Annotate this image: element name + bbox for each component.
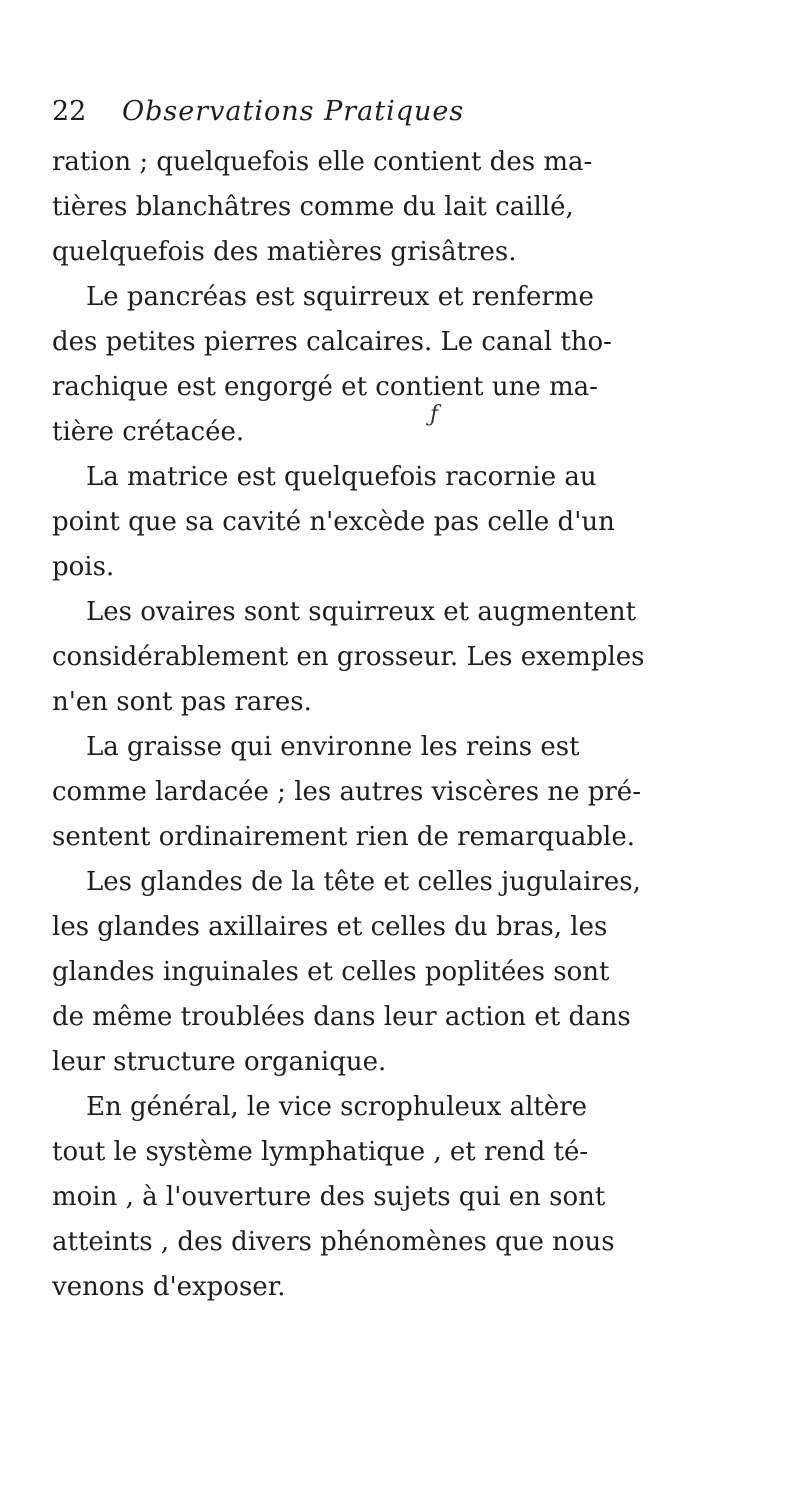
text-line: quelquefois des matières grisâtres.: [52, 237, 517, 267]
paragraph-start-line: La matrice est quelquefois racornie au: [86, 462, 597, 492]
running-title: Observations Pratiques: [122, 96, 465, 127]
text-line: tière crétacée.: [52, 417, 245, 447]
text-line: rachique est engorgé et contient une ma-: [52, 372, 598, 402]
page-header: [52, 92, 752, 132]
paragraph-start-line: La graisse qui environne les reins est: [86, 732, 580, 762]
body-text: [52, 140, 752, 1310]
text-line: de même troublées dans leur action et dans: [52, 1002, 631, 1032]
paragraph-start-line: Les ovaires sont squirreux et augmentent: [86, 597, 637, 627]
text-line: leur structure organique.: [52, 1047, 387, 1077]
text-line: ration ; quelquefois elle contient des ma-: [52, 147, 593, 177]
paragraph-start-line: Les glandes de la tête et celles jugulaires,: [86, 867, 641, 897]
text-line: atteints , des divers phénomènes que nous: [52, 1227, 615, 1257]
page-number: 22: [52, 96, 87, 127]
text-line: point que sa cavité n'excède pas celle d'un: [52, 507, 615, 537]
text-line: considérablement en grosseur. Les exemples: [52, 642, 645, 672]
text-line: tières blanchâtres comme du lait caillé,: [52, 192, 574, 222]
text-line: pois.: [52, 552, 115, 582]
text-line: venons d'exposer.: [52, 1272, 286, 1302]
stray-ink-mark: ƒ: [430, 402, 439, 427]
text-line: glandes inguinales et celles poplitées sont: [52, 957, 610, 987]
text-line: sentent ordinairement rien de remarquable.: [52, 822, 636, 852]
text-line: tout le système lymphatique , et rend té-: [52, 1137, 589, 1167]
text-line: les glandes axillaires et celles du bras, les: [52, 912, 608, 942]
text-line: n'en sont pas rares.: [52, 687, 312, 717]
text-line: moin , à l'ouverture des sujets qui en sont: [52, 1182, 606, 1212]
paragraph-start-line: En général, le vice scrophuleux altère: [86, 1092, 588, 1122]
text-line: des petites pierres calcaires. Le canal tho-: [52, 327, 612, 357]
paragraph-start-line: Le pancréas est squirreux et renferme: [86, 282, 594, 312]
text-line: comme lardacée ; les autres viscères ne pré-: [52, 777, 641, 807]
